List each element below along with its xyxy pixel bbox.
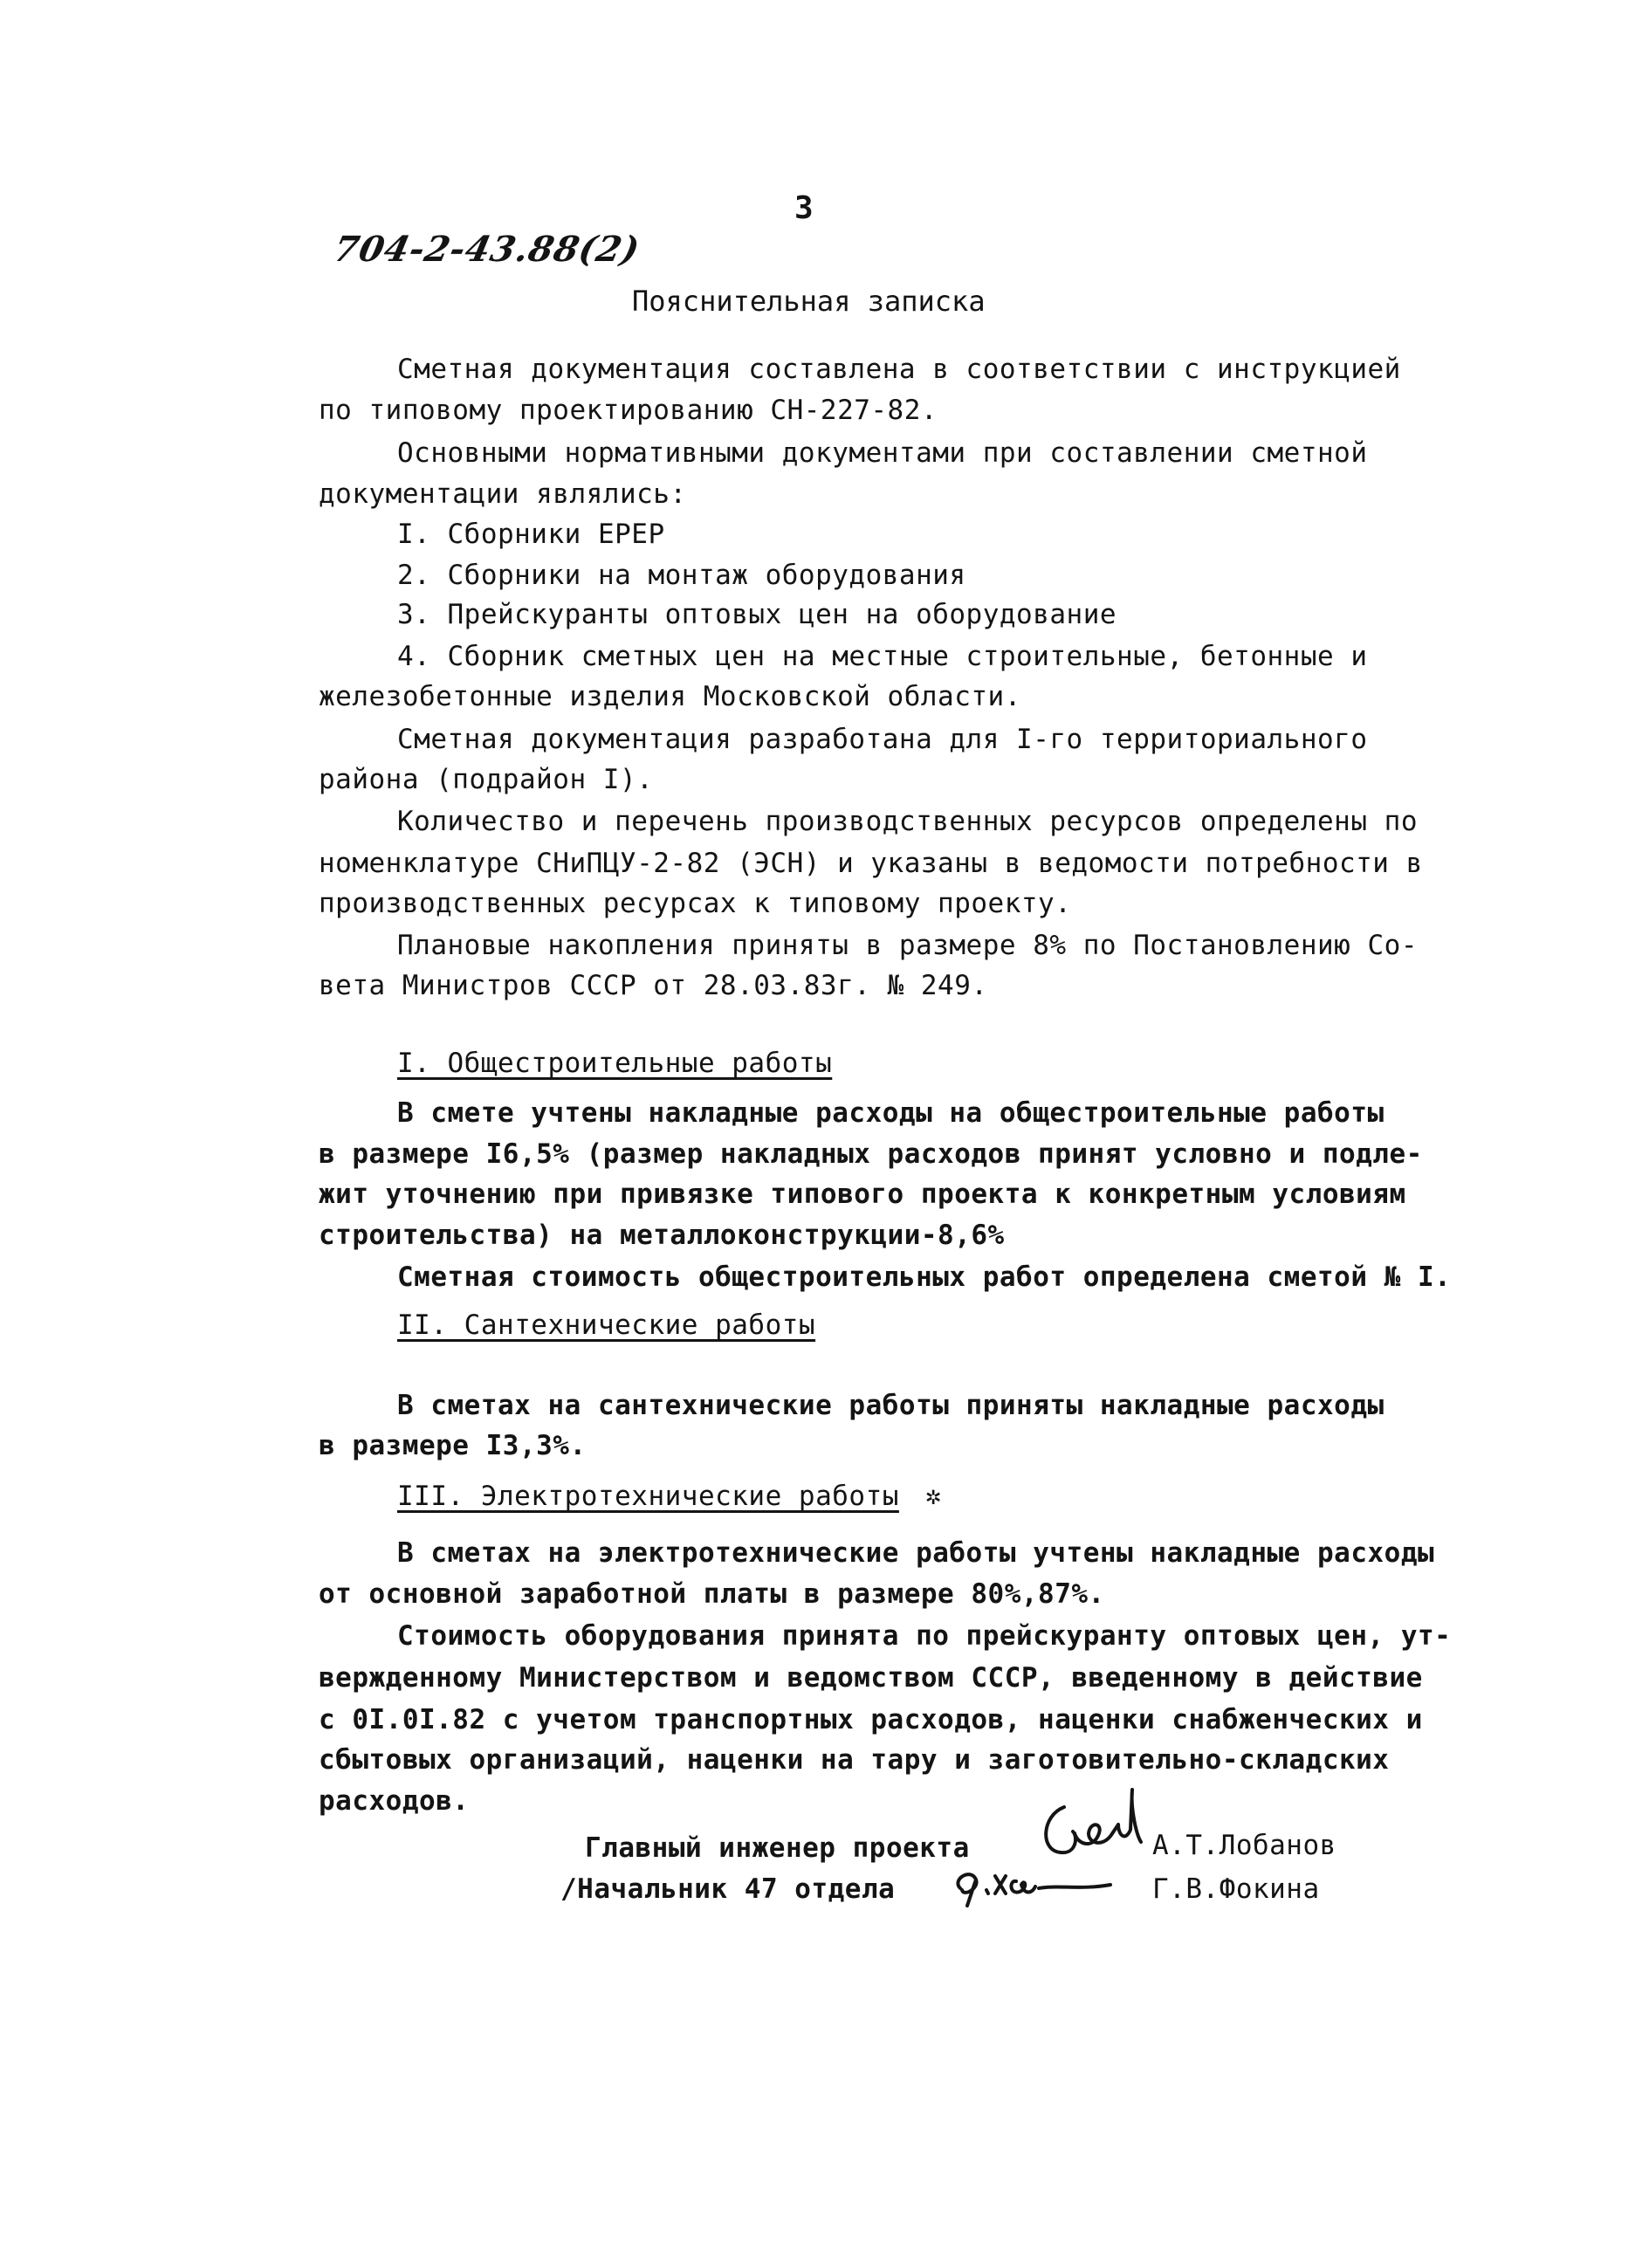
- text-line: документации являлись:: [319, 478, 687, 510]
- section-heading: II. Сантехнические работы: [397, 1309, 816, 1341]
- text-line: по типовому проектированию СН-227-82.: [319, 395, 938, 426]
- text-line: расходов.: [319, 1785, 470, 1817]
- list-item: 4. Сборник сметных цен на местные строительные, бетонные и: [397, 641, 1368, 672]
- text-line: Сметная документация составлена в соответствии с инструкцией: [397, 354, 1401, 385]
- signature-role: Главный инженер проекта: [585, 1832, 970, 1864]
- text-line: Сметная документация разработана для I-го территориального: [397, 724, 1368, 755]
- text-line: вета Министров СССР от 28.03.83г. № 249.: [319, 970, 988, 1001]
- text-line: железобетонные изделия Московской области.: [319, 681, 1021, 712]
- text-line: вержденному Министерством и ведомством СССР, введенному в действие: [319, 1662, 1423, 1694]
- text-line: сбытовых организаций, наценки на тару и заготовительно-складских: [319, 1744, 1390, 1776]
- text-line: района (подрайон I).: [319, 764, 654, 795]
- signature-lobanov: [1034, 1781, 1157, 1864]
- signature-name: А.Т.Лобанов: [1152, 1830, 1336, 1861]
- signature-name: Г.В.Фокина: [1152, 1873, 1320, 1905]
- list-item: I. Сборники ЕРЕР: [397, 519, 665, 550]
- text-line: от основной заработной платы в размере 80%,87%.: [319, 1578, 1105, 1610]
- text-line: В смете учтены накладные расходы на общестроительные работы: [397, 1097, 1384, 1129]
- asterisk-mark: ✲: [925, 1481, 942, 1511]
- text-line: Основными нормативными документами при составлении сметной: [397, 437, 1368, 469]
- text-line: с 0I.0I.82 с учетом транспортных расходов, наценки снабженческих и: [319, 1704, 1423, 1735]
- page-number: 3: [794, 190, 814, 226]
- text-line: В сметах на электротехнические работы учтены накладные расходы: [397, 1537, 1435, 1569]
- section-heading: I. Общестроительные работы: [397, 1048, 833, 1079]
- text-line: в размере I6,5% (размер накладных расходов принят условно и подле-: [319, 1138, 1423, 1170]
- signature-role: /Начальник 47 отдела: [560, 1873, 896, 1905]
- text-line: в размере I3,3%.: [319, 1430, 587, 1461]
- text-line: номенклатуре СНиПЦУ-2-82 (ЭСН) и указаны в ведомости потребности в: [319, 848, 1423, 879]
- text-line: Количество и перечень производственных ресурсов определены по: [397, 806, 1418, 837]
- text-line: Сметная стоимость общестроительных работ определена сметой № I.: [397, 1261, 1452, 1293]
- text-line: Плановые накопления приняты в размере 8% по Постановлению Со-: [397, 930, 1418, 961]
- section-heading: III. Электротехнические работы: [397, 1481, 899, 1512]
- text-line: производственных ресурсах к типовому проекту.: [319, 888, 1072, 919]
- text-line: В сметах на сантехнические работы приняты накладные расходы: [397, 1390, 1384, 1421]
- text-line: Стоимость оборудования принята по прейскуранту оптовых цен, ут-: [397, 1620, 1452, 1652]
- text-line: жит уточнению при привязке типового проекта к конкретным условиям: [319, 1179, 1406, 1210]
- text-line: строительства) на металлоконструкции-8,6%: [319, 1220, 1005, 1251]
- handwritten-code: 704-2-43.88(2): [330, 229, 644, 270]
- list-item: 2. Сборники на монтаж оборудования: [397, 560, 966, 591]
- list-item: 3. Прейскуранты оптовых цен на оборудование: [397, 599, 1117, 630]
- document-title: Пояснительная записка: [632, 285, 986, 318]
- signature-fokina: [952, 1855, 1117, 1907]
